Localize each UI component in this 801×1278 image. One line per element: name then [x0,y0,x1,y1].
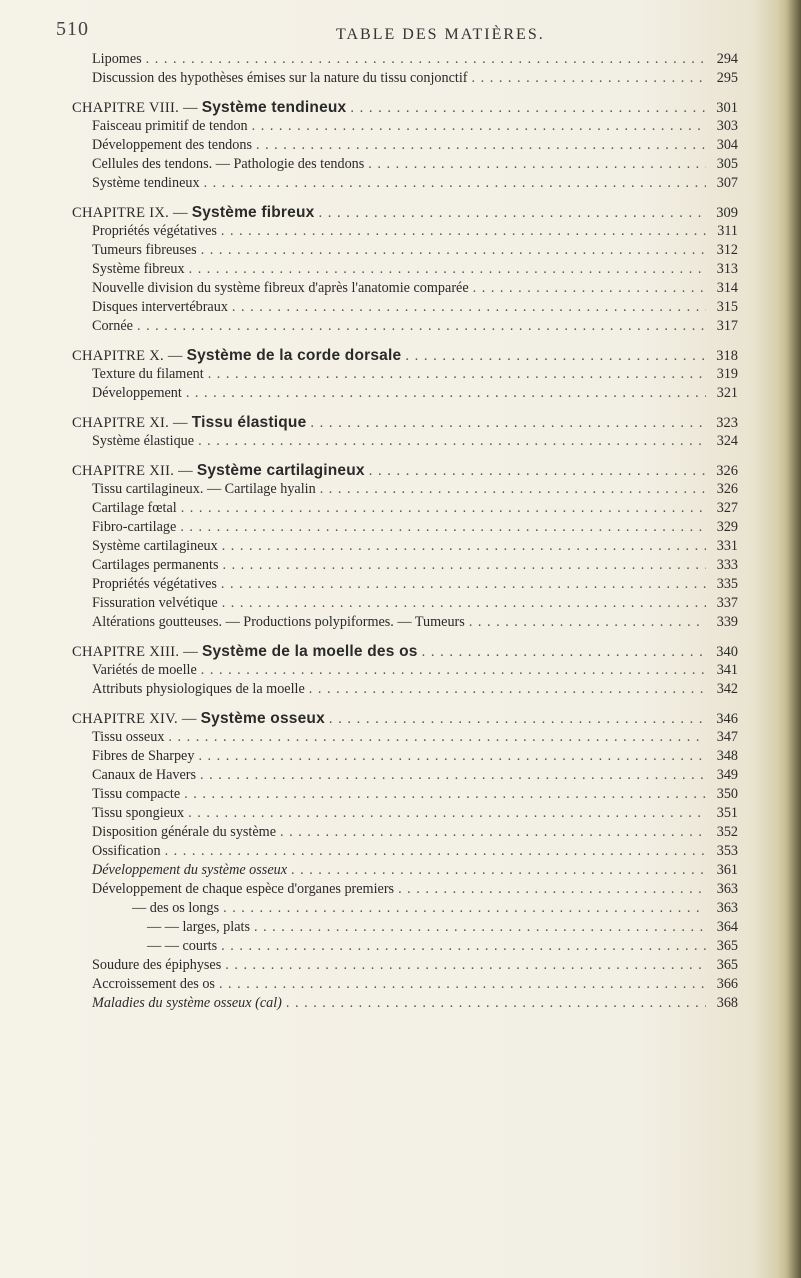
page-number: 368 [716,995,738,1011]
chapter-heading [72,98,346,118]
entry-title: Cellules des tendons. — Pathologie des tendons [92,156,365,172]
dot-leader [472,69,706,88]
dot-leader [198,747,706,766]
dot-leader [219,975,706,994]
entry-title: Tissu osseux [92,729,165,745]
toc-entry [72,480,738,499]
dot-leader [310,414,706,433]
page-header [56,18,761,48]
dot-leader [422,643,706,662]
entry-title: Attributs physiologiques de la moelle [92,681,305,697]
dot-leader [165,842,706,861]
page-number: 352 [716,824,738,840]
toc-chapter-entry [72,346,738,365]
toc-entry [72,680,738,699]
entry-title: Altérations goutteuses. — Productions polypiformes. — Tumeurs [92,614,465,630]
page-number: 346 [716,711,738,727]
dot-leader [189,260,706,279]
toc-entry [72,432,738,451]
chapter-number: CHAPITRE VIII. — [72,100,202,116]
entry-title: — — courts [147,938,218,954]
dot-leader [223,899,706,918]
page-number: 340 [716,644,738,660]
page-number: 312 [716,242,738,258]
entry-title: Discussion des hypothèses émises sur la nature du tissu conjonctif [92,70,468,86]
entry-title: Nouvelle division du système fibreux d'après l'anatomie comparée [92,280,469,296]
toc-entry [72,785,738,804]
entry-title: Canaux de Havers [92,767,197,783]
toc-entry [72,861,738,880]
chapter-number: CHAPITRE XII. — [72,463,197,479]
dot-leader [398,880,706,899]
toc-chapter-entry [72,461,738,480]
entry-title: Maladies du système osseux (cal) [92,995,282,1011]
entry-title: Fibro-cartilage [92,519,177,535]
dot-leader [146,50,706,69]
chapter-number: CHAPITRE XIV. — [72,711,201,727]
dot-leader [291,861,706,880]
dot-leader [222,537,706,556]
toc-entry [72,241,738,260]
dot-leader [208,365,706,384]
dot-leader [252,117,706,136]
toc-entry [72,842,738,861]
entry-title: Lipomes [92,51,142,67]
entry-title: Fissuration velvétique [92,595,218,611]
page-number: 294 [716,51,738,67]
toc-entry [72,317,738,336]
page-number: 366 [716,976,738,992]
toc-entry [72,918,738,937]
page-number: 337 [716,595,738,611]
entry-title: Système tendineux [92,175,200,191]
toc-entry [72,537,738,556]
page-number: 309 [716,205,738,221]
toc-chapter-entry [72,413,738,432]
entry-title: Disques intervertébraux [92,299,228,315]
dot-leader [280,823,706,842]
chapter-title: Tissu élastique [191,414,307,431]
chapter-heading [72,346,401,366]
dot-leader [200,766,706,785]
dot-leader [232,298,706,317]
entry-title: Tissu spongieux [92,805,185,821]
toc-entry [72,661,738,680]
entry-title: Cornée [92,318,133,334]
entry-title: Tissu cartilagineux. — Cartilage hyalin [92,481,316,497]
toc-entry [72,747,738,766]
page-number: 361 [716,862,738,878]
dot-leader [369,462,706,481]
page-number: 347 [716,729,738,745]
dot-leader [405,347,706,366]
dot-leader [186,384,706,403]
entry-title: Faisceau primitif de tendon [92,118,248,134]
chapter-title: Système cartilagineux [196,462,365,479]
toc-entry [72,594,738,613]
page-number: 348 [716,748,738,764]
toc-entry [72,384,738,403]
dot-leader [254,918,706,937]
toc-entry [72,613,738,632]
dot-leader [201,661,706,680]
page-number: 333 [716,557,738,573]
page-number: 335 [716,576,738,592]
page-number: 339 [716,614,738,630]
entry-title: Développement du système osseux [92,862,288,878]
page-number: 353 [716,843,738,859]
entry-title: Développement de chaque espèce d'organes premiers [92,881,395,897]
toc-entry [72,937,738,956]
dot-leader [180,518,706,537]
page-number: 331 [716,538,738,554]
toc-chapter-entry [72,642,738,661]
toc-entry [72,956,738,975]
page-number: 303 [716,118,738,134]
page-number: 342 [716,681,738,697]
toc-entry [72,575,738,594]
page-folio: 510 [56,18,89,40]
page-number: 305 [716,156,738,172]
toc-entry [72,50,738,69]
dot-leader [309,680,706,699]
toc-entry [72,174,738,193]
entry-title: Propriétés végétatives [92,223,217,239]
toc-entry [72,518,738,537]
toc-entry [72,69,738,88]
dot-leader [221,937,706,956]
dot-leader [368,155,706,174]
dot-leader [225,956,706,975]
toc-chapter-entry [72,203,738,222]
page-number: 364 [716,919,738,935]
toc-entry [72,899,738,918]
entry-title: Système fibreux [92,261,185,277]
dot-leader [473,279,706,298]
dot-leader [286,994,706,1013]
toc-chapter-entry [72,709,738,728]
page-number: 317 [716,318,738,334]
page-number: 363 [716,881,738,897]
toc-entry [72,279,738,298]
chapter-number: CHAPITRE XIII. — [72,644,202,660]
chapter-heading [72,461,365,481]
toc-entry [72,823,738,842]
toc-entry [72,880,738,899]
dot-leader [222,594,706,613]
page-number: 365 [716,938,738,954]
page-edge-shadow [779,0,801,1278]
toc-entry [72,136,738,155]
entry-title: Développement [92,385,182,401]
dot-leader [184,785,706,804]
toc-entry [72,556,738,575]
entry-title: Cartilages permanents [92,557,219,573]
page-number: 319 [716,366,738,382]
page-number: 349 [716,767,738,783]
dot-leader [181,499,706,518]
page-number: 307 [716,175,738,191]
page-number: 323 [716,415,738,431]
dot-leader [222,556,706,575]
chapter-number: CHAPITRE XI. — [72,415,192,431]
dot-leader [329,710,706,729]
entry-title: Disposition générale du système [92,824,277,840]
chapter-heading [72,203,314,223]
entry-title: Variétés de moelle [92,662,197,678]
chapter-title: Système osseux [200,710,325,727]
page-number: 314 [716,280,738,296]
chapter-number: CHAPITRE X. — [72,348,187,364]
chapter-heading [72,413,306,433]
dot-leader [221,575,706,594]
entry-title: Soudure des épiphyses [92,957,222,973]
entry-title: Accroissement des os [92,976,215,992]
dot-leader [168,728,706,747]
running-title: TABLE DES MATIÈRES. [336,26,545,43]
dot-leader [320,480,706,499]
entry-title: Système élastique [92,433,195,449]
toc-entry [72,155,738,174]
page-number: 324 [716,433,738,449]
page-number: 363 [716,900,738,916]
page-number: 329 [716,519,738,535]
entry-title: — des os longs [132,900,220,916]
toc-entry [72,499,738,518]
dot-leader [318,204,706,223]
page-number: 351 [716,805,738,821]
page-number: 304 [716,137,738,153]
toc-entry [72,222,738,241]
entry-title: Tumeurs fibreuses [92,242,197,258]
chapter-title: Système tendineux [201,99,347,116]
page-number: 350 [716,786,738,802]
chapter-heading [72,642,418,662]
chapter-title: Système fibreux [191,204,315,221]
page-number: 311 [717,223,738,239]
toc-entry [72,804,738,823]
entry-title: Ossification [92,843,161,859]
page-number: 365 [716,957,738,973]
dot-leader [204,174,706,193]
dot-leader [256,136,706,155]
entry-title: — — larges, plats [147,919,250,935]
page-number: 327 [716,500,738,516]
page-number: 313 [716,261,738,277]
page-number: 318 [716,348,738,364]
dot-leader [201,241,706,260]
toc-entry [72,365,738,384]
page-number: 315 [716,299,738,315]
chapter-number: CHAPITRE IX. — [72,205,192,221]
page-number: 326 [716,463,738,479]
page-number: 341 [716,662,738,678]
toc-entry [72,994,738,1013]
toc-entry [72,766,738,785]
entry-title: Texture du filament [92,366,204,382]
chapter-title: Système de la corde dorsale [186,347,402,364]
entry-title: Système cartilagineux [92,538,218,554]
chapter-title: Système de la moelle des os [201,643,418,660]
dot-leader [198,432,706,451]
page-number: 301 [716,100,738,116]
entry-title: Cartilage fœtal [92,500,177,516]
dot-leader [221,222,706,241]
page-number: 295 [716,70,738,86]
toc-entry [72,260,738,279]
entry-title: Tissu compacte [92,786,181,802]
entry-title: Fibres de Sharpey [92,748,195,764]
page-number: 321 [716,385,738,401]
table-of-contents [72,50,738,1013]
toc-chapter-entry [72,98,738,117]
chapter-heading [72,709,325,729]
dot-leader [188,804,706,823]
dot-leader [137,317,706,336]
toc-entry [72,298,738,317]
page-number: 326 [716,481,738,497]
dot-leader [469,613,706,632]
entry-title: Développement des tendons [92,137,252,153]
toc-entry [72,975,738,994]
entry-title: Propriétés végétatives [92,576,217,592]
dot-leader [350,99,706,118]
toc-entry [72,728,738,747]
toc-entry [72,117,738,136]
